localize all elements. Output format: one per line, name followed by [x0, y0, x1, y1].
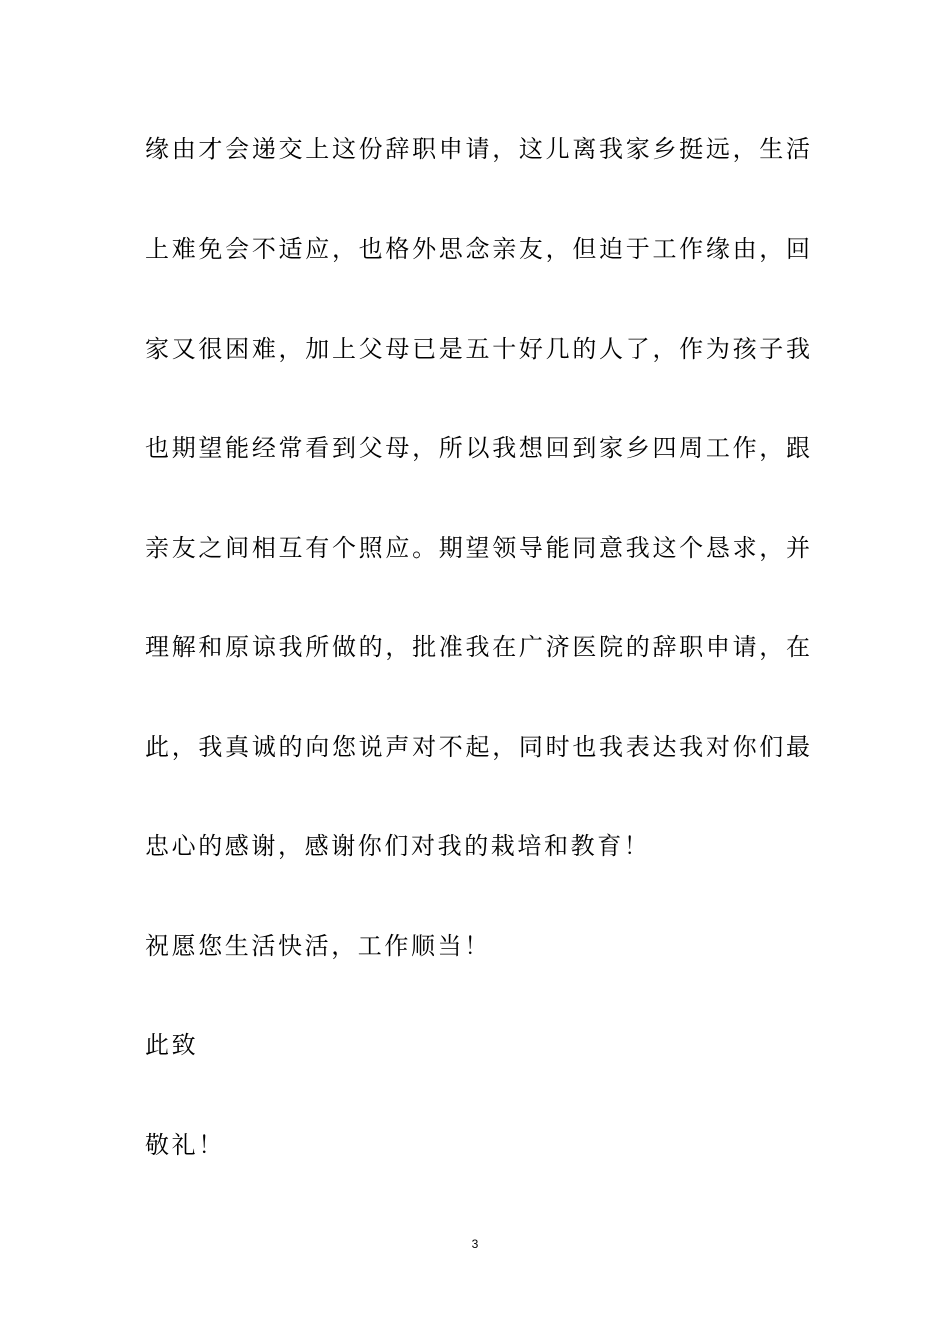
page-number: 3	[471, 1237, 479, 1251]
paragraph-line-5: 亲友之间相互有个照应。期望领导能同意我这个恳求，并	[145, 534, 810, 562]
paragraph-line-7: 此，我真诚的向您说声对不起，同时也我表达我对你们最	[145, 733, 810, 761]
wish-line: 祝愿您生活快活，工作顺当！	[145, 932, 491, 960]
paragraph-line-1: 缘由才会递交上这份辞职申请，这儿离我家乡挺远，生活	[145, 135, 810, 163]
paragraph-line-2: 上难免会不适应，也格外思念亲友，但迫于工作缘由，回	[145, 235, 810, 263]
closing-line-1: 此致	[145, 1031, 199, 1059]
paragraph-line-4: 也期望能经常看到父母，所以我想回到家乡四周工作，跟	[145, 434, 810, 462]
closing-line-2: 敬礼！	[145, 1131, 225, 1159]
paragraph-line-3: 家又很困难，加上父母已是五十好几的人了，作为孩子我	[145, 335, 810, 363]
paragraph-line-6: 理解和原谅我所做的，批准我在广济医院的辞职申请，在	[145, 633, 810, 661]
paragraph-line-8: 忠心的感谢，感谢你们对我的栽培和教育！	[145, 832, 651, 860]
